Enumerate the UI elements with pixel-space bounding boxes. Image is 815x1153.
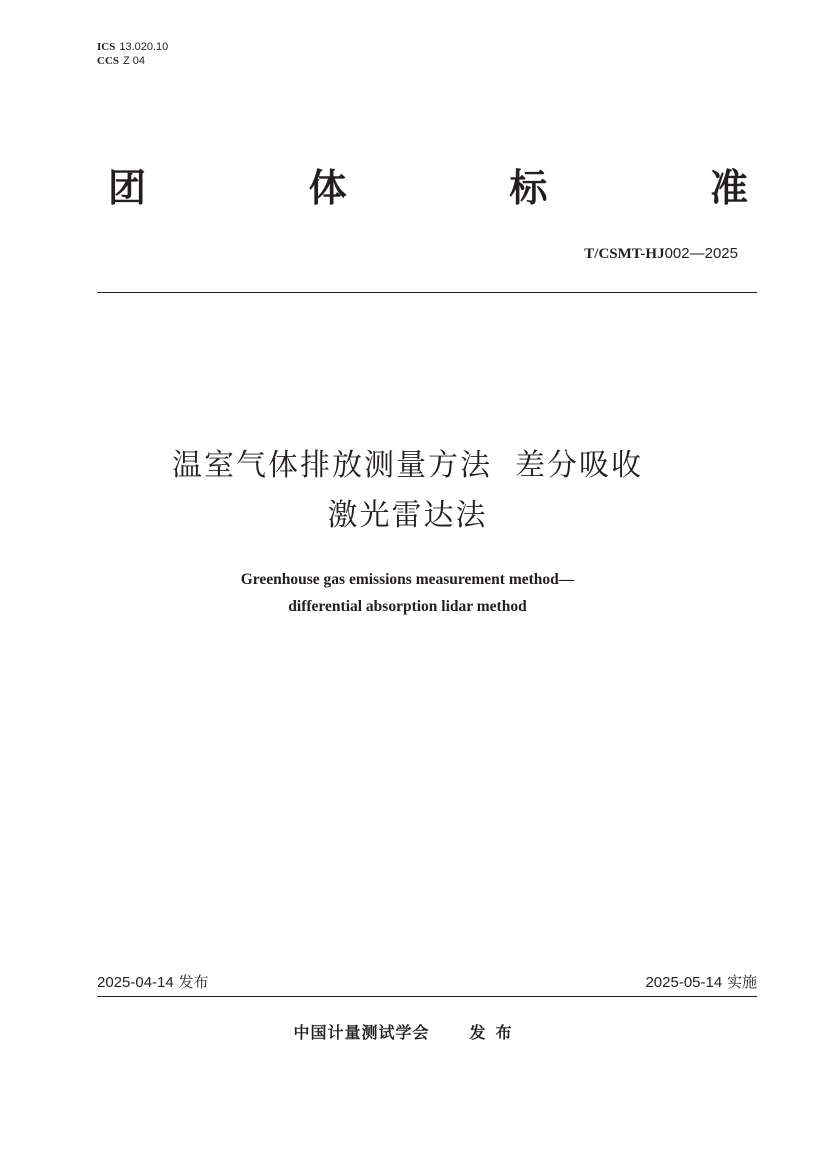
ccs-value: Z 04 [123, 55, 146, 67]
implement-date-value: 2025-05-14 [645, 974, 723, 991]
publish-date [97, 972, 209, 993]
footer-divider [97, 996, 757, 997]
classification-codes [97, 40, 168, 68]
implement-date [645, 972, 757, 993]
standard-type-char: 体 [308, 166, 347, 210]
publisher-line [0, 1022, 815, 1044]
publisher-organization: 中国计量测试学会 [293, 1023, 430, 1042]
standard-number [584, 244, 738, 263]
publish-date-value: 2025-04-14 [97, 974, 174, 991]
ics-label: ICS [97, 41, 116, 53]
publish-date-label: 发布 [178, 973, 209, 991]
header-divider [97, 292, 757, 293]
ccs-code [97, 54, 168, 68]
title-en-line2: differential absorption lidar method [288, 598, 527, 615]
ics-value: 13.020.10 [119, 41, 169, 53]
title-zh-line2: 激光雷达法 [327, 498, 488, 533]
ics-code [97, 40, 168, 54]
standard-number-suffix: 002—2025 [664, 245, 738, 262]
implement-date-label: 实施 [726, 973, 757, 991]
standard-type-char: 标 [509, 166, 548, 210]
title-zh-line1: 温室气体排放测量方法 差分吸收 [171, 448, 644, 483]
title-en-line1: Greenhouse gas emissions measurement method— [240, 571, 575, 588]
standard-number-prefix: T/CSMT-HJ [584, 246, 665, 262]
standard-type-char: 团 [108, 166, 147, 210]
ccs-label: CCS [97, 55, 120, 67]
standard-type-char: 准 [709, 166, 748, 210]
publisher-action: 发布 [469, 1023, 522, 1042]
standard-type-heading [108, 164, 748, 212]
